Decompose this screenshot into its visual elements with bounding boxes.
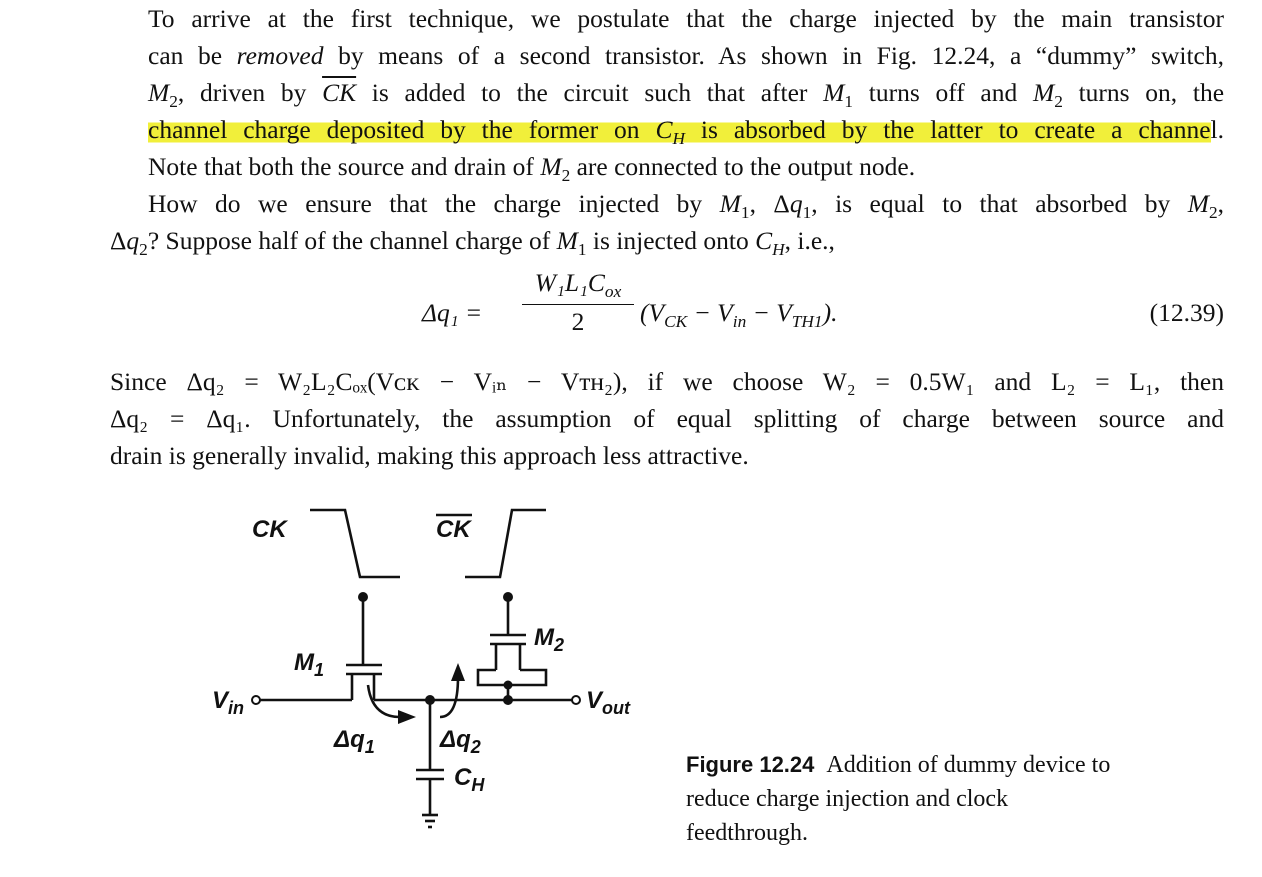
equation-rhs: $(V_{CK} - V_{in} - V_{TH1})$. [640,298,838,332]
circuit-figure [190,495,660,855]
paragraph-2 [110,185,1224,259]
ck-bar-symbol: $\overline{CK}$ [322,78,357,107]
equation-lhs: Δq₁ = [422,298,483,327]
paragraph-1 [110,0,1224,185]
figure-number: Figure 12.24 [686,752,815,777]
dq1-label: $\Delta q_1$ [334,726,375,757]
caption-text: Addition of dummy device to reduce charge injection and clock feedthrough. [686,752,1111,846]
p2-line-2: $\Delta q_2$? Suppose half of the channel charge of $M_1$ is injected onto $C_H$, i.e., [110,226,835,260]
paragraph-3 [110,363,1224,474]
ckbar-gate-node [503,592,513,602]
dq1-arrowhead [398,710,416,724]
ckbar-waveform [465,510,546,577]
ckbar-label: CK [436,516,471,543]
p3-line-3: drain is generally invalid, making this approach less attractive. [110,441,749,470]
p1-line-1: To arrive at the first technique, we postulate that the charge injected by the main transistor [148,4,1224,33]
ck-waveform [310,510,400,577]
equation-denominator: 2 [571,307,585,336]
p1-line-3: $M_2$, driven by $\overline{CK}$ is added to the circuit such that after $M_1$ turns off and $M_2$ turns on, the [148,78,1225,112]
p2-line-1: How do we ensure that the charge injected by $M_1$, $\Delta q_1$, is equal to that absorbed by $M_2$, [148,189,1225,223]
m1-label: $M_1$ [294,649,325,680]
m2-drain-dot [504,681,513,690]
fraction-bar [522,304,634,305]
p1-line-5: Note that both the source and drain of $M_2$ are connected to the output node. [148,152,916,186]
ck-gate-node [358,592,368,602]
equation-number: (12.39) [1149,298,1224,327]
highlighter-mark: channel charge deposited by the former on $C_H$ is absorbed by the latter to create a channe [148,115,1211,149]
dq2-label: $\Delta q_2$ [440,726,481,757]
ch-label: $C_H$ [454,764,485,795]
p1-line-2: can be removed by means of a second transistor. As shown in Fig. 12.24, a “dummy” switch, [148,41,1224,70]
p1-line-4-highlighted: channel charge deposited by the former on $C_H$ is absorbed by the latter to create a channel. [148,115,1224,149]
vout-terminal [572,696,580,704]
equation-numerator: $W_1L_1C_{ox}$ [534,268,622,302]
ck-label: CK [252,516,287,543]
p3-line-1: Since Δq₂ = W₂L₂Cₒₓ(Vᴄᴋ − Vᵢₙ − Vᴛʜ₂), if we choose W₂ = 0.5W₁ and L₂ = L₁, then [110,367,1224,396]
equation-fraction [522,268,634,337]
output-node-dot [425,695,435,705]
dq2-arrowhead [451,663,465,681]
vin-label: $V_{in}$ [212,687,245,718]
m2-node-dot [503,695,513,705]
equation-12-39 [110,268,1224,348]
p3-line-2: Δq₂ = Δq₁. Unfortunately, the assumption of equal splitting of charge between source and [110,404,1224,433]
m2-label: $M_2$ [534,624,565,655]
dq2-arrow-path [440,677,458,717]
vout-label: $V_{out}$ [586,687,630,718]
m2-shorted-leads [478,670,546,685]
figure-caption [686,748,1136,850]
vin-terminal [252,696,260,704]
